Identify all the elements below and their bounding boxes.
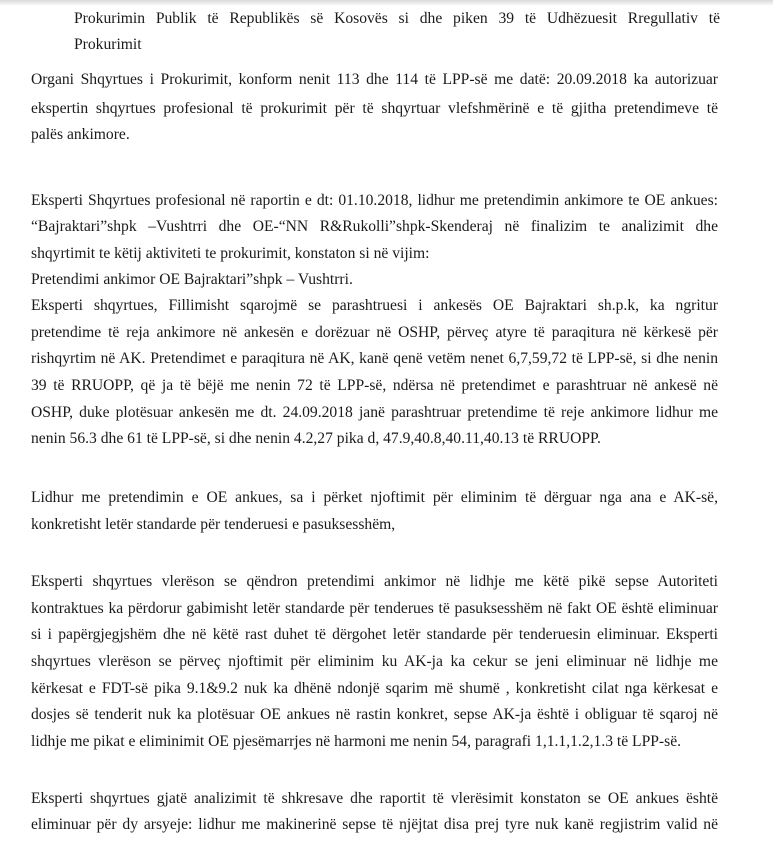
text-line: rishqyrtim në AK. Pretendimet e paraqitura në AK, kanë qenë vetëm nenet 6,7,59,72 të LPP-së, si dhe nenin bbox=[31, 350, 718, 367]
text-line: dosjes së tenderit nuk ka plotësuar OE ankues në rastin konkret, sepse AK-ja është i obliguar të sqaroj në bbox=[31, 706, 718, 723]
text-line: kërkesat e FDT-së pika 9.1&9.2 nuk ka dhënë ndonjë sqarim më shumë , konkretisht cilat nga kërkesat e bbox=[31, 680, 718, 697]
text-line: shqyrtimit te këtij aktiviteti te prokurimit, konstaton si në vijim: bbox=[31, 245, 430, 262]
text-line: Organi Shqyrtues i Prokurimit, konform nenit 113 dhe 114 të LPP-së me datë: 20.09.2018 ka autorizuar bbox=[31, 71, 718, 88]
text-line: “Bajraktari”shpk –Vushtrri dhe OE-“NN R&Rukolli”shpk-Skenderaj në finalizim te analizimit dhe bbox=[31, 218, 718, 235]
text-line: Eksperti Shqyrtues profesional në raportin e dt: 01.10.2018, lidhur me pretendimin ankimore te OE ankues: bbox=[31, 192, 718, 209]
text-line: 39 të RRUOPP, që ja të bëjë me nenin 72 të LPP-së, ndërsa në pretendimet e parashtruar në ankesë në bbox=[31, 377, 718, 394]
text-line: pretendime të reja ankimore në ankesën e dorëzuar në OSHP, përveç atyre të paraqitura në kërkesë për bbox=[31, 324, 718, 341]
text-line: kontraktues ka përdorur gabimisht letër standarde për tenderues të pasuksesshëm në fakt OE është eliminuar bbox=[31, 600, 718, 617]
text-line: Eksperti shqyrtues, Fillimisht sqarojmë se parashtruesi i ankesës OE Bajraktari sh.p.k, ka ngritur bbox=[31, 297, 718, 314]
text-line: Lidhur me pretendimin e OE ankues, sa i përket njoftimit për eliminim të dërguar nga ana e AK-së, bbox=[31, 489, 718, 506]
section-heading: Pretendimi ankimor OE Bajraktari”shpk – Vushtrri. bbox=[31, 271, 353, 288]
text-line: si i papërgjegjshëm dhe në këtë rast duhet të dërgohet letër standarde për tenderuesin eliminuar. Eksperti bbox=[31, 626, 718, 643]
text-line: Eksperti shqyrtues gjatë analizimit të shkresave dhe raportit të vlerësimit konstaton se OE ankues është bbox=[31, 790, 718, 807]
text-line: OSHP, duke plotësuar ankesën me dt. 24.09.2018 janë parashtruar pretendime të reje ankimore lidhur me bbox=[31, 404, 718, 421]
scan-top-edge bbox=[0, 0, 773, 6]
text-line: Eksperti shqyrtues vlerëson se qëndron pretendimi ankimor në lidhje me këtë pikë sepse Autoriteti bbox=[31, 573, 718, 590]
text-line: konkretisht letër standarde për tenderuesi e pasuksesshëm, bbox=[31, 516, 396, 533]
text-line: lidhje me pikat e eliminimit OE pjesëmarrjes në harmoni me nenin 54, paragrafi 1,1.1,1.2,1.3 të LPP-së. bbox=[31, 733, 682, 750]
text-line: Prokurimin Publik të Republikës së Kosovës si dhe piken 39 të Udhëzuesit Rregullativ të bbox=[74, 10, 720, 27]
text-line: palës ankimore. bbox=[31, 126, 130, 143]
text-line: eliminuar për dy arsyeje: lidhur me makinerinë sepse të njëjtat disa prej tyre nuk kanë regjistrim valid në bbox=[31, 816, 718, 833]
text-line: shqyrtues vlerëson se përveç njoftimit për eliminim ku AK-ja ka cekur se jeni eliminuar në lidhje me bbox=[31, 653, 718, 670]
text-line: Prokurimit bbox=[74, 36, 142, 53]
text-line: ekspertin shqyrtues profesional të prokurimit për të shqyrtuar vlefshmërinë e të gjitha pretendimeve të bbox=[31, 100, 718, 117]
text-line: nenin 56.3 dhe 61 të LPP-së, si dhe nenin 4.2,27 pika d, 47.9,40.8,40.11,40.13 të RRUOPP. bbox=[31, 430, 601, 447]
